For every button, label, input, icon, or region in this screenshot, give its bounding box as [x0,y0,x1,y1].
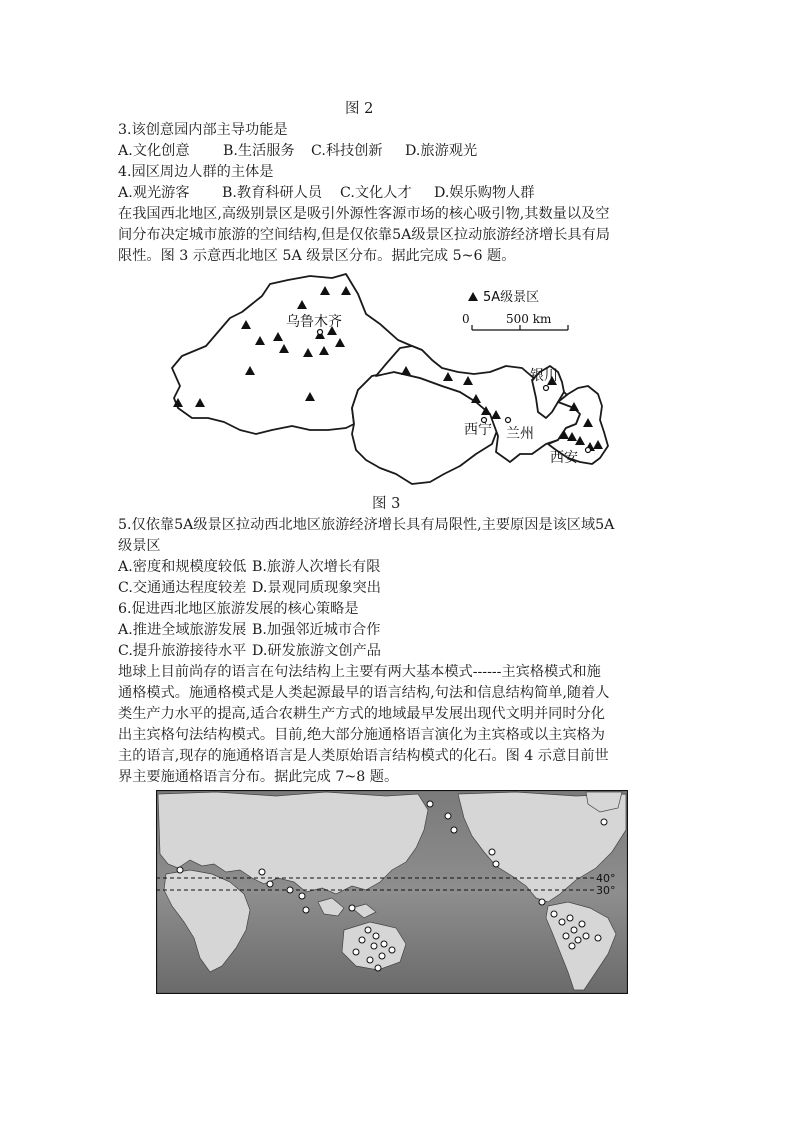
question-6-options-row-2 [118,641,381,661]
language-marker [551,911,557,917]
passage-1-line-3: 限性。图 3 示意西北地区 5A 级景区分布。据此完成 5~6 题。 [118,248,516,264]
language-marker [579,921,585,927]
q3-option-d: D.旅游观光 [405,143,478,159]
city-label-xian: 西安 [550,450,578,466]
city-label-yinchuan: 银川 [530,368,558,384]
language-marker [601,819,607,825]
language-marker [177,867,183,873]
legend-label: 5A级景区 [483,290,540,305]
language-marker [371,943,377,949]
language-marker [451,827,457,833]
q4-option-b: B.教育科研人员 [222,185,323,201]
question-5-stem-line-2: 级景区 [118,538,161,554]
language-marker [267,881,273,887]
northwest-china-map [160,268,620,493]
q4-option-d: D.娱乐购物人群 [434,185,535,201]
passage-2-line-4: 出主宾格句法结构模式。目前,绝大部分施通格语言演化为主宾格或以主宾格为 [118,727,605,743]
figure-3-caption: 图 3 [372,496,401,512]
city-label-lanzhou: 兰州 [506,426,534,442]
scale-zero: 0 [462,312,470,326]
question-5-stem-line-1: 5.仅依靠5A级景区拉动西北地区旅游经济增长具有局限性,主要原因是该区域5A [118,517,615,533]
q3-option-a: A.文化创意 [118,143,190,159]
lanzhou-dot [506,418,511,423]
figure-3-map [160,268,620,493]
language-marker [287,887,293,893]
q5-option-d: D.景观同质现象突出 [252,580,381,596]
passage-2-line-5: 主的语言,现存的施通格语言是人类原始语言结构模式的化石。图 4 示意目前世 [118,748,609,764]
language-marker [381,941,387,947]
language-marker [359,937,365,943]
question-6-options-row-1 [118,620,380,640]
legend-triangle-icon [468,292,478,301]
q5-option-c: C.交通通达程度较差 [118,580,247,596]
scale-bar [472,325,568,330]
language-marker [299,893,305,899]
language-marker [303,907,309,913]
q3-option-b: B.生活服务 [223,143,295,159]
question-6-stem: 6.促进西北地区旅游发展的核心策略是 [118,601,359,617]
figure-4-world-map [156,790,628,994]
q5-option-a: A.密度和规模度较低 [118,559,247,575]
xian-dot [586,448,591,453]
language-marker [389,947,395,953]
language-marker [559,919,565,925]
passage-2-line-2: 通格模式。施通格模式是人类起源最早的语言结构,句法和信息结构简单,随着人 [118,685,610,701]
question-4-options [118,183,535,203]
question-5-options-row-1 [118,557,380,577]
q5-option-b: B.旅游人次增长有限 [252,559,381,575]
language-marker [365,927,371,933]
q6-option-a: A.推进全域旅游发展 [118,622,247,638]
figure-2-caption: 图 2 [345,101,374,117]
question-5-options-row-2 [118,578,381,598]
language-marker [489,849,495,855]
city-label-xining: 西宁 [464,422,492,438]
passage-1-line-2: 间分布决定城市旅游的空间结构,但是仅依靠5A级景区拉动旅游经济增长具有局 [118,227,610,243]
language-marker [349,905,355,911]
language-marker [259,869,265,875]
q4-option-c: C.文化人才 [340,185,412,201]
question-4-stem: 4.园区周边人群的主体是 [118,164,274,180]
latitude-label-30: 30° [596,884,616,897]
language-marker [539,899,545,905]
urumqi-dot [318,330,323,335]
language-marker [445,813,451,819]
language-marker [567,915,573,921]
language-marker [563,933,569,939]
question-3-options [118,141,477,161]
language-marker [569,943,575,949]
question-3-stem: 3.该创意园内部主导功能是 [118,122,288,138]
language-marker [583,933,589,939]
q6-option-b: B.加强邻近城市合作 [252,622,381,638]
scale-label: 500 km [506,312,552,326]
q3-option-c: C.科技创新 [311,143,383,159]
passage-1-line-1: 在我国西北地区,高级别景区是吸引外源性客源市场的核心吸引物,其数量以及空 [118,206,610,222]
language-marker [367,957,373,963]
language-marker [571,927,577,933]
passage-2-line-6: 界主要施通格语言分布。据此完成 7~8 题。 [118,769,399,785]
latitude-label-40: 40° [596,872,616,885]
language-marker [595,935,601,941]
world-language-map [156,790,628,994]
language-marker [353,949,359,955]
language-marker [375,965,381,971]
passage-2-line-3: 类生产力水平的提高,适合农耕生产方式的地域最早发展出现代文明并同时分化 [118,706,605,722]
q6-option-c: C.提升旅游接待水平 [118,643,247,659]
language-marker [427,801,433,807]
language-marker [493,861,499,867]
q4-option-a: A.观光游客 [118,185,190,201]
language-marker [379,953,385,959]
yinchuan-dot [544,386,549,391]
q6-option-d: D.研发旅游文创产品 [252,643,381,659]
language-marker [373,933,379,939]
passage-2-line-1: 地球上目前尚存的语言在句法结构上主要有两大基本模式------主宾格模式和施 [118,664,601,680]
city-label-urumqi: 乌鲁木齐 [286,314,342,330]
language-marker [575,937,581,943]
